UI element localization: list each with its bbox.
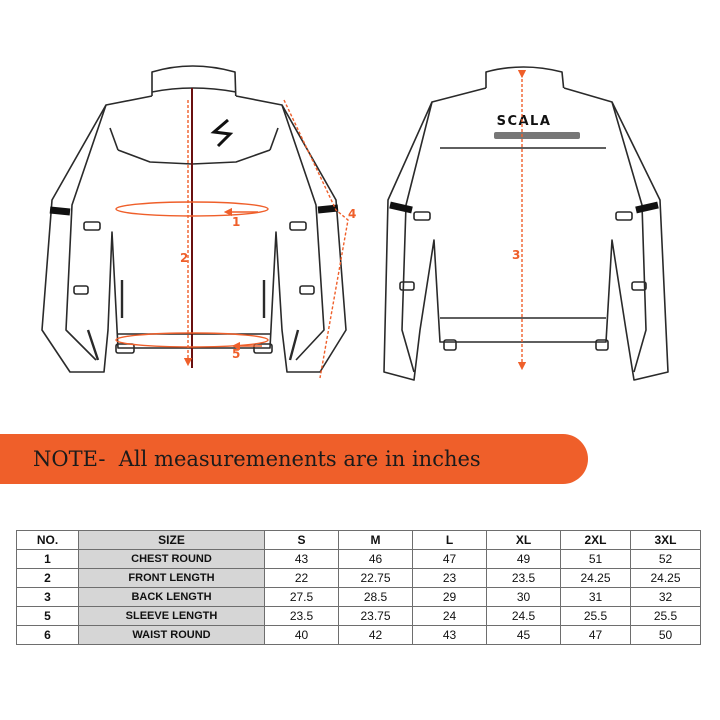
row-label: FRONT LENGTH: [79, 569, 265, 588]
cell-xl: 49: [487, 550, 561, 569]
cell-s: 27.5: [265, 588, 339, 607]
note-banner: [0, 434, 588, 484]
cell-m: 28.5: [339, 588, 413, 607]
table-row: [17, 626, 701, 645]
cell-xl: 23.5: [487, 569, 561, 588]
cell-2xl: 24.25: [561, 569, 631, 588]
cell-3xl: 52: [631, 550, 701, 569]
cell-3xl: 50: [631, 626, 701, 645]
header-l: L: [413, 531, 487, 550]
header-xl: XL: [487, 531, 561, 550]
back-reflective-strip: [494, 132, 580, 139]
row-no: 6: [17, 626, 79, 645]
cell-xl: 45: [487, 626, 561, 645]
cell-l: 43: [413, 626, 487, 645]
header-2xl: 2XL: [561, 531, 631, 550]
row-no: 5: [17, 607, 79, 626]
front-jacket: [42, 66, 346, 372]
marker-5: 5: [232, 347, 241, 361]
cell-3xl: 32: [631, 588, 701, 607]
marker-4: 4: [348, 207, 357, 221]
cell-3xl: 25.5: [631, 607, 701, 626]
table-row: [17, 569, 701, 588]
header-s: S: [265, 531, 339, 550]
cell-m: 23.75: [339, 607, 413, 626]
cell-s: 23.5: [265, 607, 339, 626]
cell-s: 40: [265, 626, 339, 645]
cell-3xl: 24.25: [631, 569, 701, 588]
table-row: [17, 550, 701, 569]
note-text: NOTE- All measuremenents are in inches: [33, 447, 481, 471]
cell-l: 47: [413, 550, 487, 569]
header-m: M: [339, 531, 413, 550]
row-no: 2: [17, 569, 79, 588]
row-label: SLEEVE LENGTH: [79, 607, 265, 626]
marker-3: 3: [512, 248, 521, 262]
row-no: 1: [17, 550, 79, 569]
cell-m: 22.75: [339, 569, 413, 588]
table-header-row: [17, 531, 701, 550]
size-chart-table: [16, 530, 701, 645]
header-size: SIZE: [79, 531, 265, 550]
cell-2xl: 25.5: [561, 607, 631, 626]
table-row: [17, 588, 701, 607]
row-no: 3: [17, 588, 79, 607]
cell-s: 22: [265, 569, 339, 588]
row-label: CHEST ROUND: [79, 550, 265, 569]
cell-l: 24: [413, 607, 487, 626]
header-3xl: 3XL: [631, 531, 701, 550]
cell-l: 23: [413, 569, 487, 588]
cell-xl: 24.5: [487, 607, 561, 626]
table-row: [17, 607, 701, 626]
cell-2xl: 51: [561, 550, 631, 569]
row-label: WAIST ROUND: [79, 626, 265, 645]
cell-xl: 30: [487, 588, 561, 607]
cell-2xl: 31: [561, 588, 631, 607]
cell-s: 43: [265, 550, 339, 569]
marker-2: 2: [180, 251, 189, 265]
cell-2xl: 47: [561, 626, 631, 645]
row-label: BACK LENGTH: [79, 588, 265, 607]
marker-1: 1: [232, 215, 241, 229]
cell-m: 46: [339, 550, 413, 569]
back-logo-text: SCALA: [496, 114, 552, 129]
header-no: NO.: [17, 531, 79, 550]
cell-m: 42: [339, 626, 413, 645]
cell-l: 29: [413, 588, 487, 607]
